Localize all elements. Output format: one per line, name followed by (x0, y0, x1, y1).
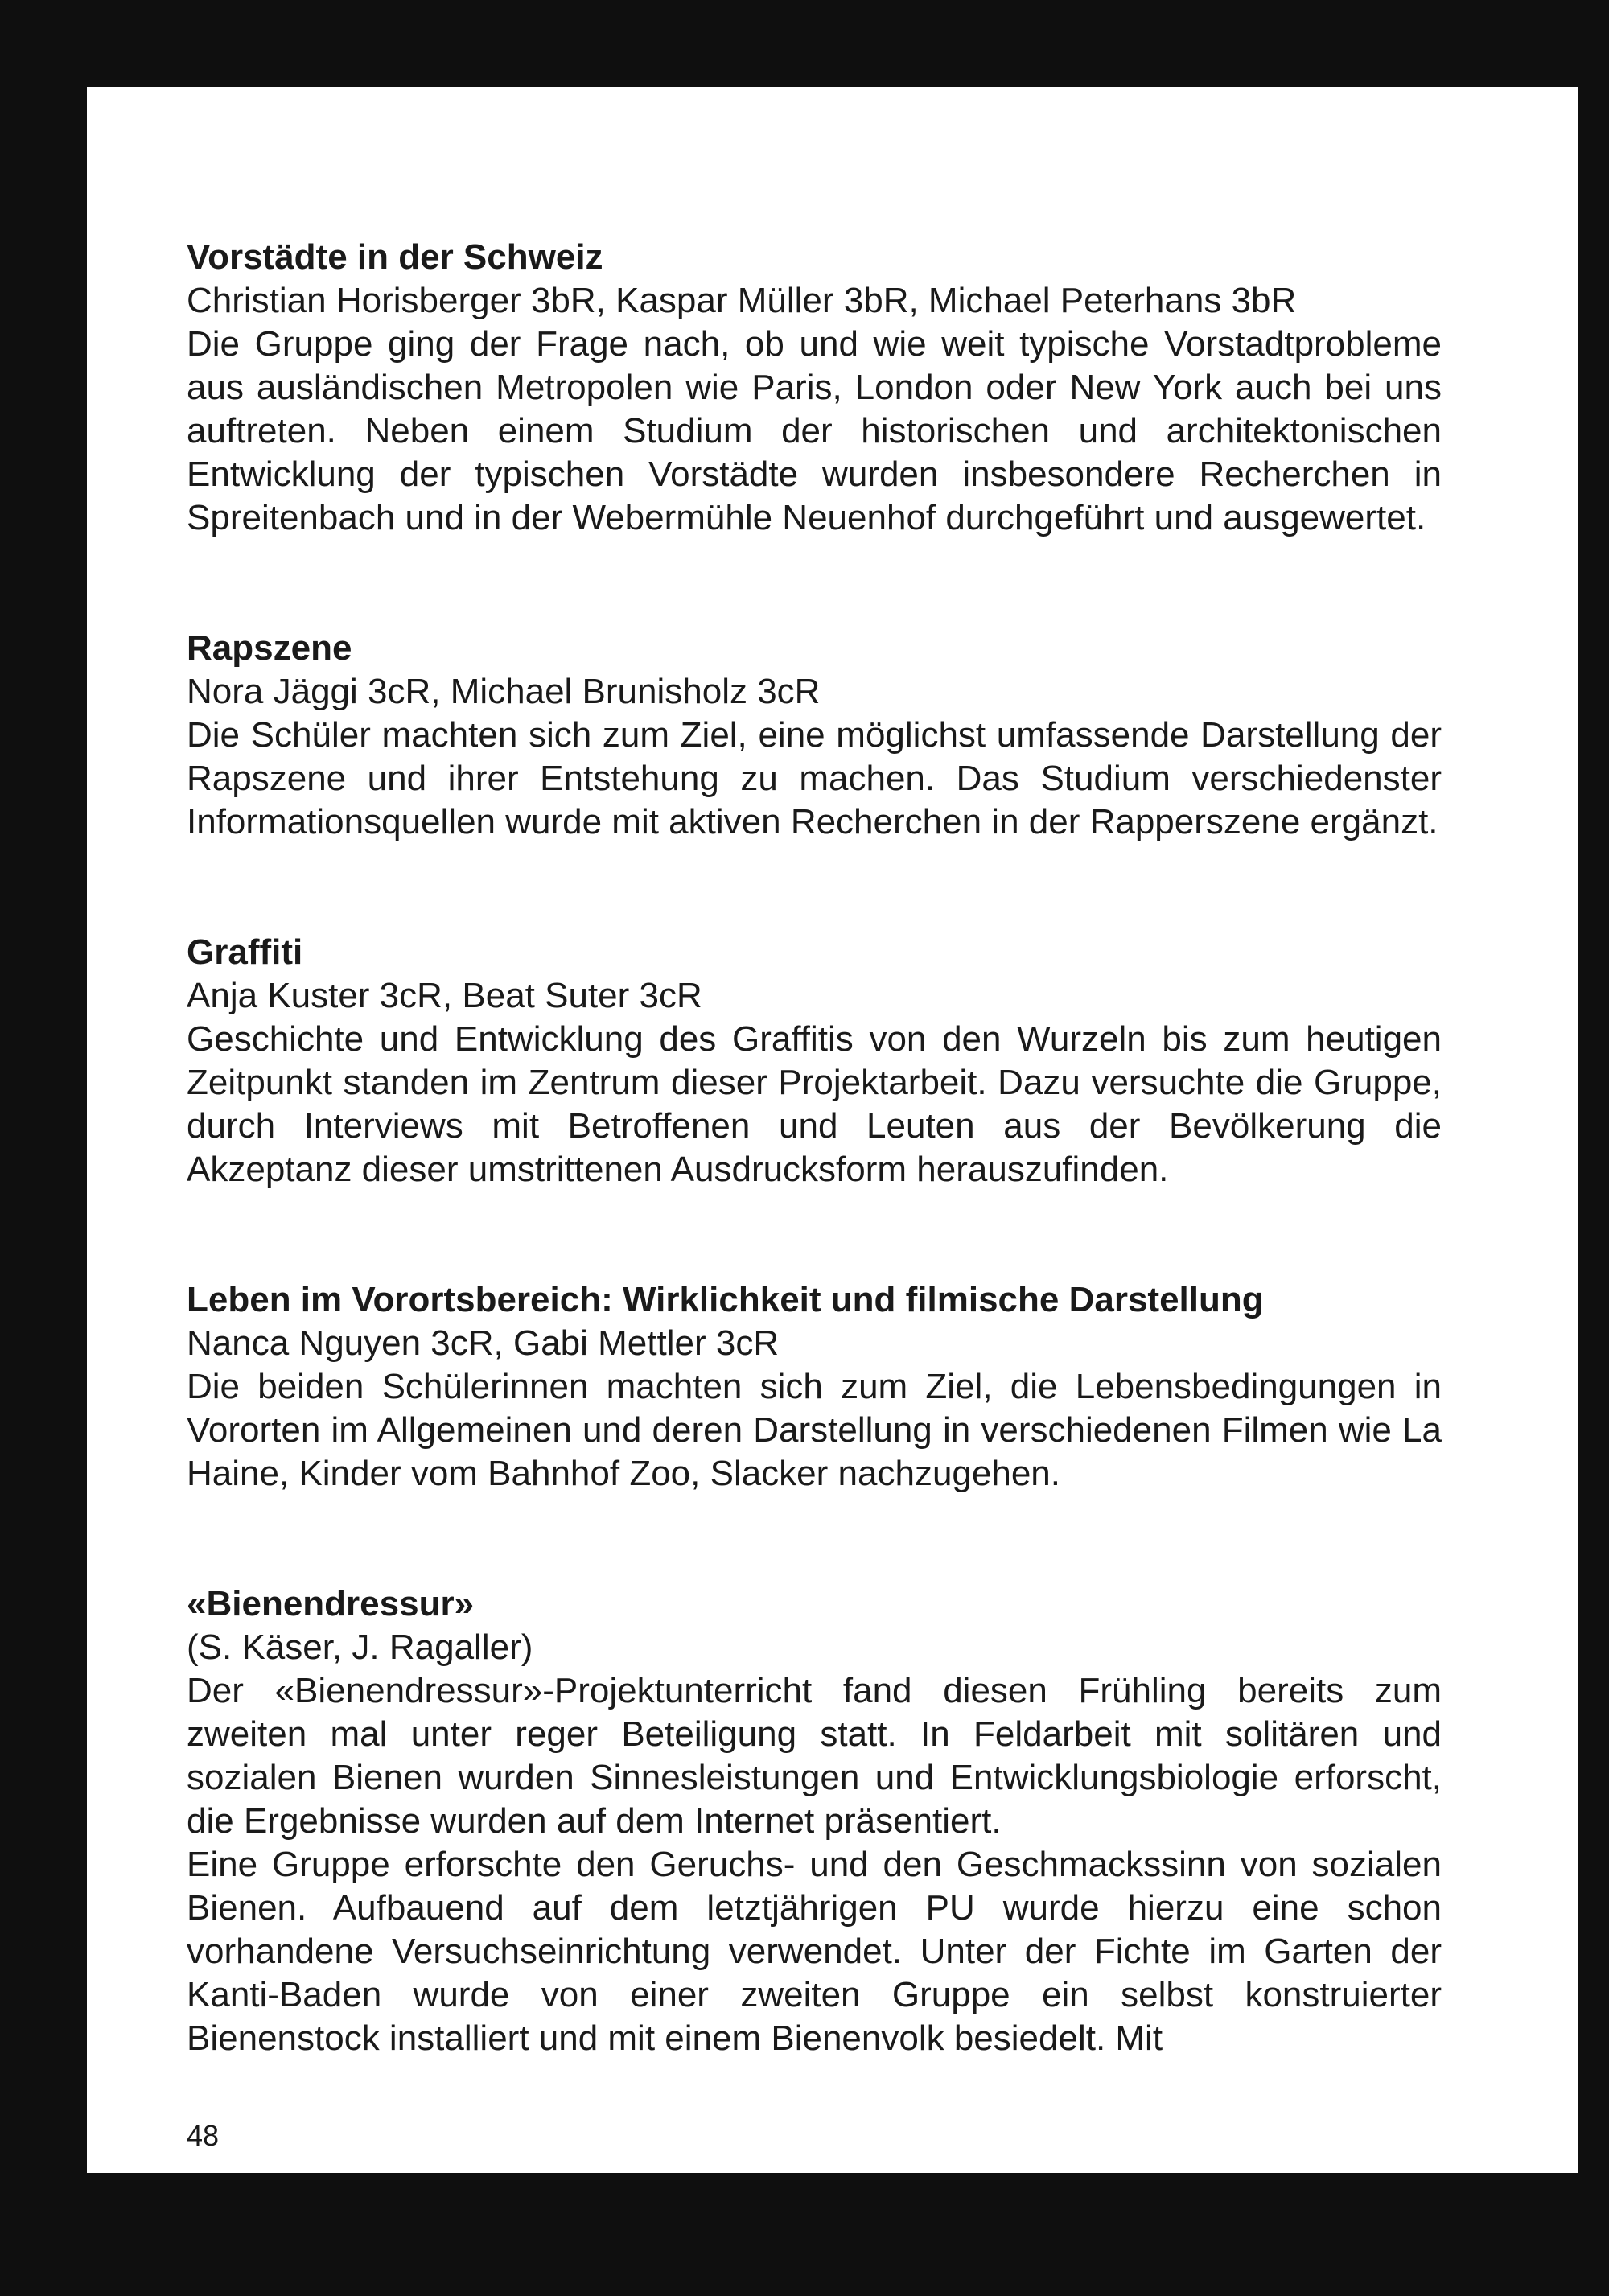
section-paragraph: Geschichte und Entwicklung des Graffitis von den Wurzeln bis zum heutigen Zeitpunkt standen im Zentrum dieser Projektarbeit. Dazu versuchte die Gruppe, durch Interviews mit Betroffenen und Leuten aus der Bevölkerung die Akzeptanz dieser umstrittenen Ausdrucksform herauszufinden. (187, 1019, 1442, 1189)
section-authors: Christian Horisberger 3bR, Kaspar Müller 3bR, Michael Peterhans 3bR (187, 281, 1297, 320)
section-vorstaedte (187, 236, 1442, 540)
section-paragraph: Eine Gruppe erforschte den Geruchs- und den Geschmackssinn von sozialen Bienen. Aufbauend auf dem letztjährigen PU wurde hierzu eine schon vorhandene Versuchseinrichtung verwendet. Unter der Fichte im Garten der Kanti-Baden wurde von einer zweiten Gruppe ein selbst konstruierter Bienenstock installiert und mit einem Bienenvolk besiedelt. Mit (187, 1845, 1442, 2058)
section-paragraph: Die Schüler machten sich zum Ziel, eine möglichst umfassende Darstellung der Rapszene und ihrer Entstehung zu machen. Das Studium verschiedenster Informationsquellen wurde mit aktiven Recherchen in der Rapperszene ergänzt. (187, 715, 1442, 841)
section-title: «Bienendressur» (187, 1584, 475, 1623)
section-title: Leben im Vorortsbereich: Wirklichkeit und filmische Darstellung (187, 1280, 1264, 1319)
section-title: Graffiti (187, 932, 303, 972)
section-rapszene (187, 627, 1442, 844)
section-title: Vorstädte in der Schweiz (187, 237, 603, 277)
section-paragraph: Der «Bienendressur»-Projektunterricht fand diesen Frühling bereits zum zweiten mal unter reger Beteiligung statt. In Feldarbeit mit solitären und sozialen Bienen wurden Sinnesleistungen und Entwicklungsbiologie erforscht, die Ergebnisse wurden auf dem Internet präsentiert. (187, 1671, 1442, 1841)
section-vorortsbereich (187, 1278, 1442, 1496)
section-paragraph: Die Gruppe ging der Frage nach, ob und wie weit typische Vorstadtprobleme aus ausländischen Metropolen wie Paris, London oder New York auch bei uns auftreten. Neben einem Studium der historischen und architektonischen Entwicklung der typischen Vorstädte wurden insbesondere Recherchen in Spreitenbach und in der Webermühle Neuenhof durchgeführt und ausgewertet. (187, 324, 1442, 537)
section-paragraph: Die beiden Schülerinnen machten sich zum Ziel, die Lebensbedingungen in Vororten im Allgemeinen und deren Darstellung in verschiedenen Filmen wie La Haine, Kinder vom Bahnhof Zoo, Slacker nachzugehen. (187, 1367, 1442, 1493)
section-authors: Anja Kuster 3cR, Beat Suter 3cR (187, 976, 702, 1015)
section-title: Rapszene (187, 628, 352, 668)
section-graffiti (187, 931, 1442, 1191)
section-bienendressur (187, 1582, 1442, 2060)
section-authors: (S. Käser, J. Ragaller) (187, 1627, 533, 1667)
section-authors: Nora Jäggi 3cR, Michael Brunisholz 3cR (187, 672, 821, 711)
page-number: 48 (187, 2119, 220, 2152)
section-authors: Nanca Nguyen 3cR, Gabi Mettler 3cR (187, 1323, 780, 1363)
page-content (187, 236, 1442, 2060)
